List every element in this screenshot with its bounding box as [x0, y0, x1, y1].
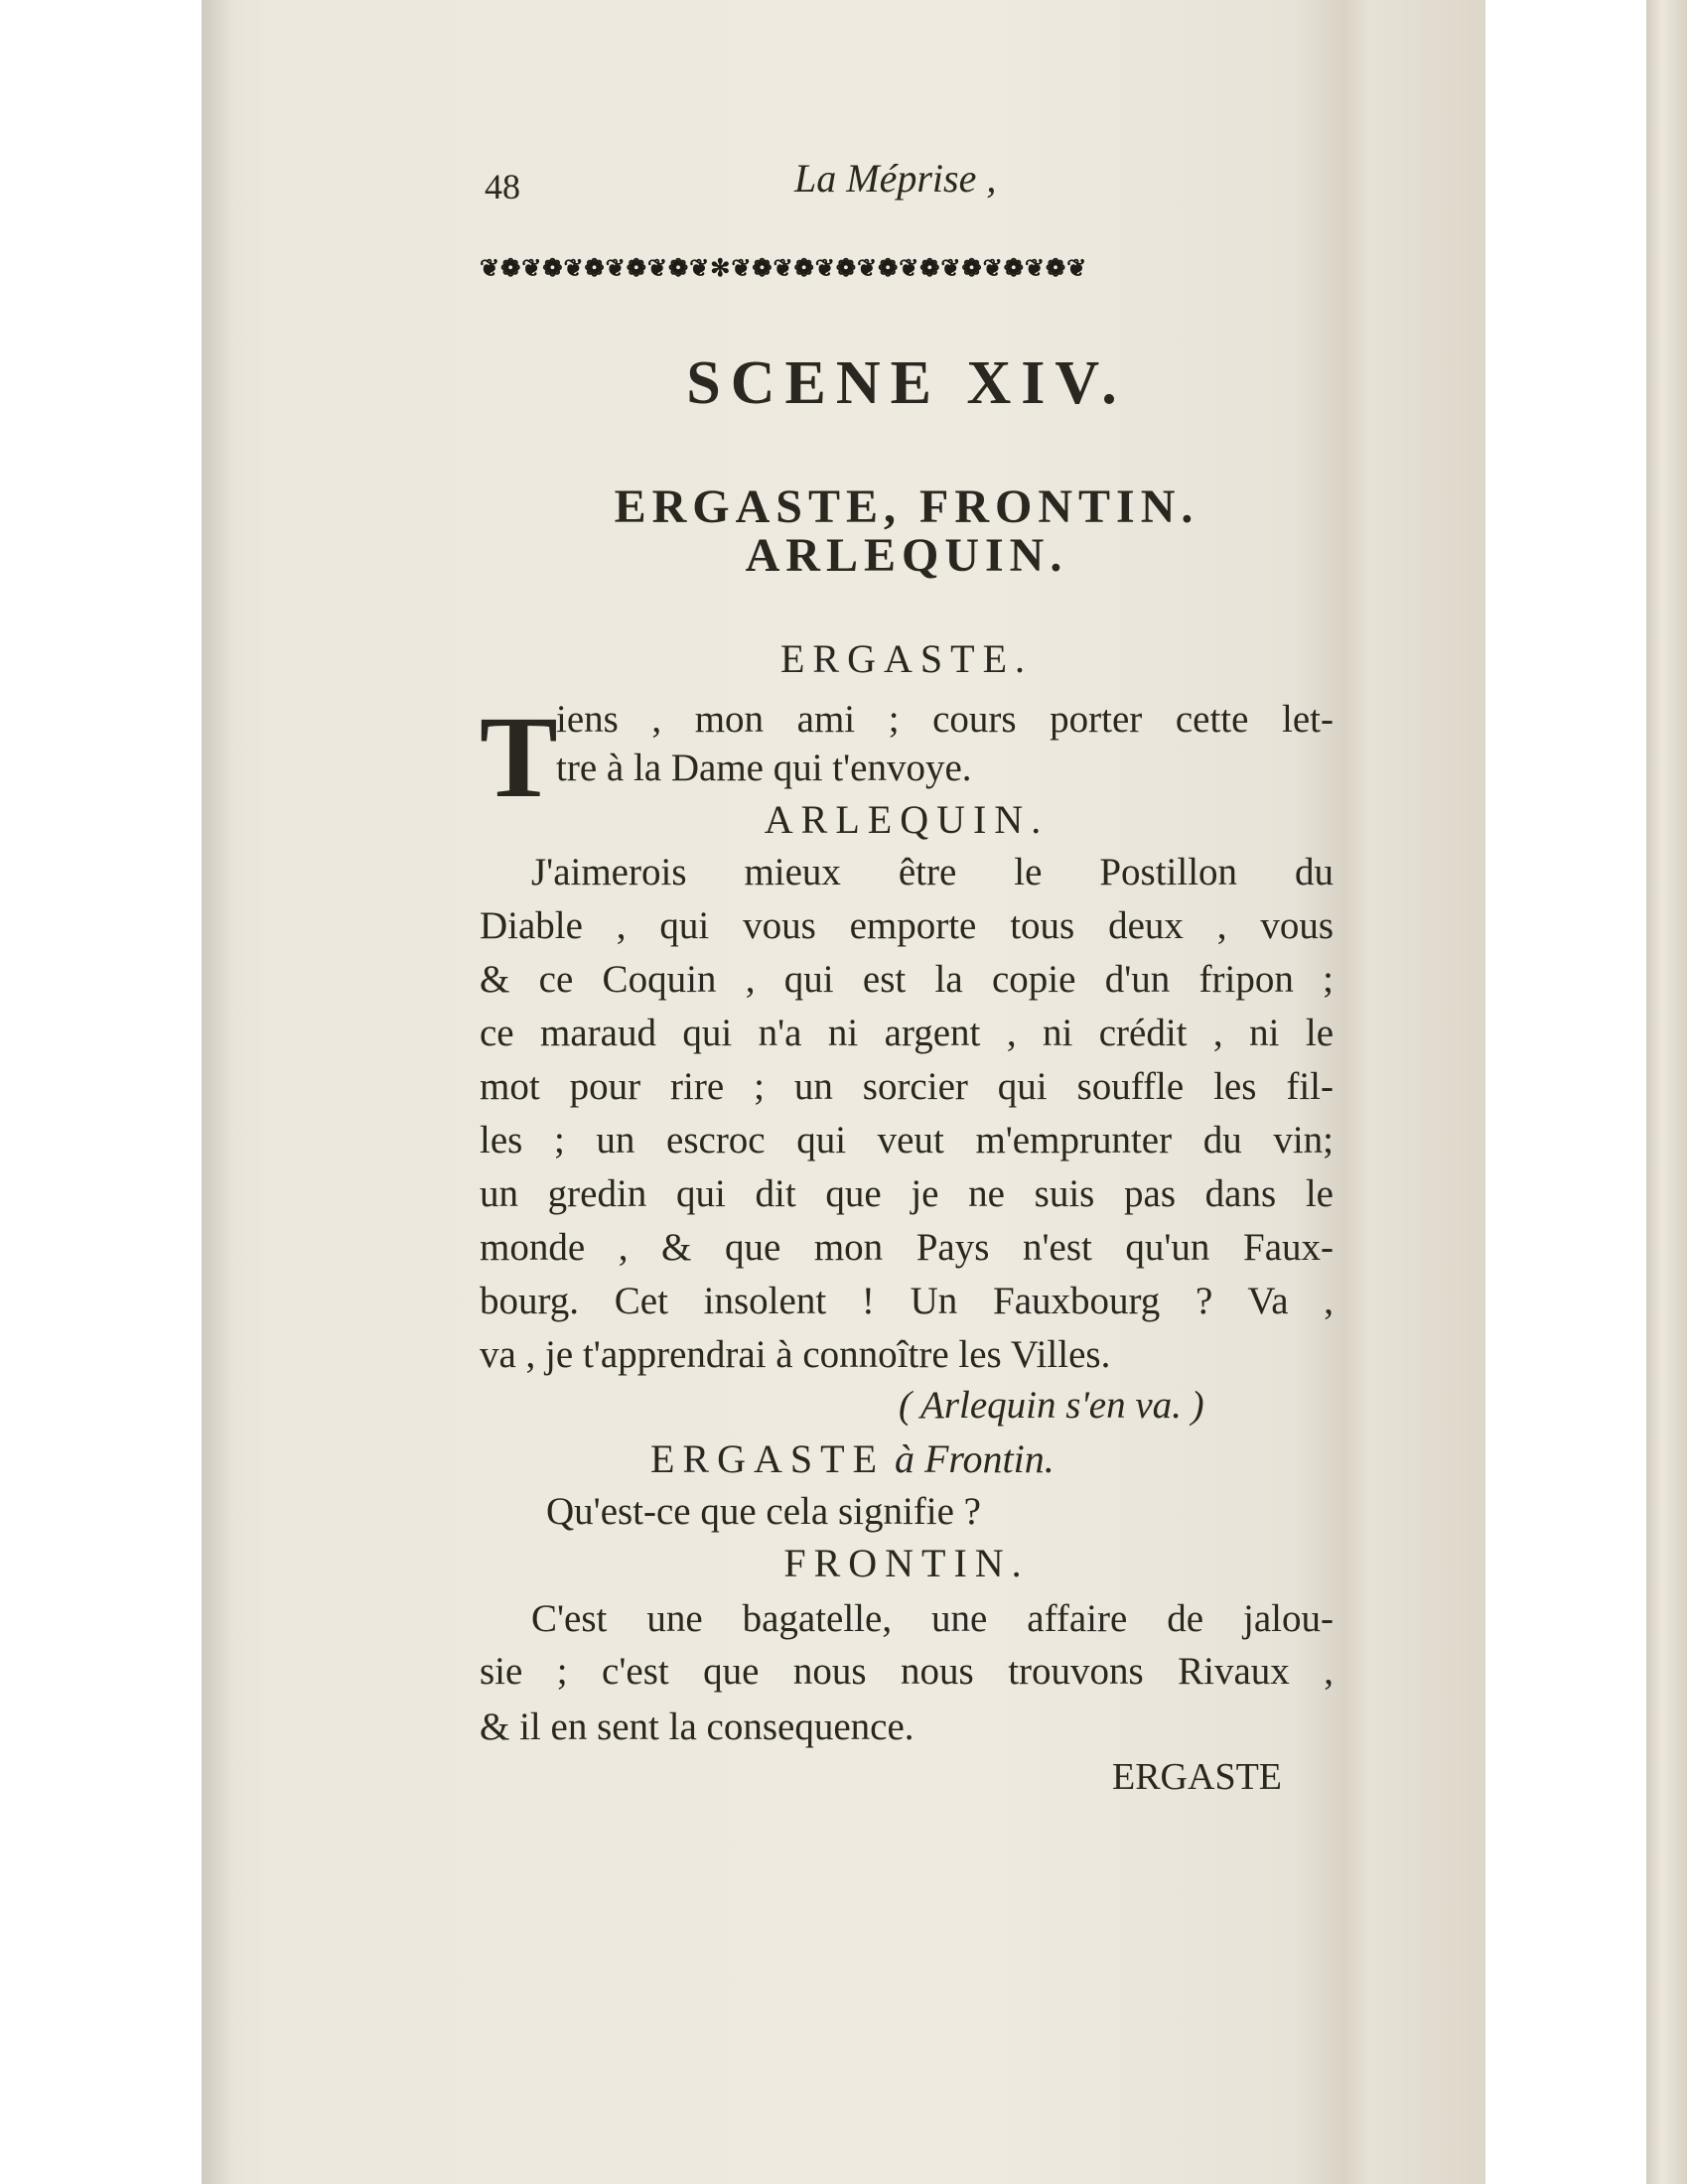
text-line: mot pour rire ; un sorcier qui souffle les fil- [480, 1065, 1334, 1108]
text-line: ce maraud qui n'a ni argent , ni crédit , ni le [480, 1012, 1334, 1054]
text-line: & ce Coquin , qui est la copie d'un fripon ; [480, 958, 1334, 1001]
text-line: Diable , qui vous emporte tous deux , vous [480, 904, 1334, 947]
text-line: les ; un escroc qui veut m'emprunter du vin; [480, 1119, 1334, 1161]
ornament-band: ❦❁❦❁❦❁❦❁❦❁❦✻❦❁❦❁❦❁❦❁❦❁❦❁❦❁❦❁❦ [480, 256, 1088, 282]
catchword: ERGASTE [1112, 1756, 1282, 1798]
page-edge-shadow [202, 0, 231, 2184]
page-number: 48 [485, 167, 520, 206]
text-line: monde , & que mon Pays n'est qu'un Faux- [480, 1226, 1334, 1269]
speaker-name: FRONTIN. [783, 1541, 1030, 1585]
drop-cap: T [480, 692, 558, 822]
text-line: sie ; c'est que nous nous trouvons Rivaux , [480, 1650, 1334, 1693]
speaker-addressee: à Frontin. [895, 1436, 1055, 1481]
stage-direction: ( Arlequin s'en va. ) [899, 1384, 1204, 1427]
page-gutter [1646, 0, 1687, 2184]
text-line: tre à la Dame qui t'envoye. [556, 747, 972, 789]
speaker-name: ERGASTE [650, 1436, 885, 1481]
text-line: Qu'est-ce que cela signifie ? [546, 1490, 981, 1533]
text-line: va , je t'apprendrai à connoître les Villes. [480, 1333, 1111, 1376]
scene-title: SCENE XIV. [686, 349, 1127, 417]
text-line: un gredin qui dit que je ne suis pas dans le [480, 1172, 1334, 1215]
text-line: & il en sent la consequence. [480, 1706, 914, 1748]
speaker-name: ERGASTE. [780, 636, 1033, 681]
characters-line-2: ARLEQUIN. [745, 529, 1068, 582]
text-line: iens , mon ami ; cours porter cette let- [556, 698, 1334, 741]
text-line: bourg. Cet insolent ! Un Fauxbourg ? Va , [480, 1280, 1334, 1322]
running-title: La Méprise , [794, 156, 997, 201]
speaker-name: ARLEQUIN. [764, 797, 1050, 842]
characters-line-1: ERGASTE, FRONTIN. [614, 480, 1199, 533]
text-line: C'est une bagatelle, une affaire de jalou- [531, 1597, 1334, 1640]
text-line: J'aimerois mieux être le Postillon du [531, 851, 1334, 893]
speaker-heading [650, 1436, 1055, 1481]
